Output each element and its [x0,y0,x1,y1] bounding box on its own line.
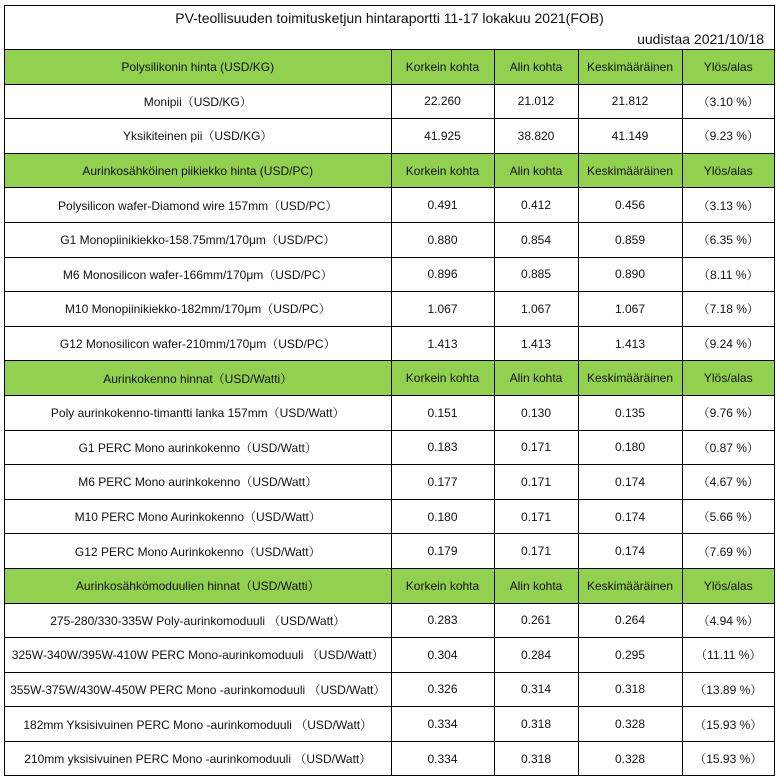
column-header-low: Alin kohta [494,153,578,188]
column-header-avg: Keskimääräinen [578,50,682,84]
cell-low: 0.284 [494,638,578,673]
product-name: G12 PERC Mono Aurinkokenno（USD/Watt） [5,534,391,569]
cell-low: 0.171 [494,534,578,569]
price-report [4,5,775,776]
cell-avg: 0.456 [578,188,682,223]
cell-low: 0.130 [494,395,578,430]
section-header-row [5,50,774,84]
cell-avg: 21.812 [578,84,682,119]
column-header-high: Korkein kohta [391,153,494,188]
section-header-row [5,153,774,188]
column-header-change: Ylös/alas [682,361,774,396]
cell-avg: 0.859 [578,222,682,257]
product-name: 325W-340W/395W-410W PERC Mono-aurinkomoduuli （USD/Watt） [5,638,391,673]
column-header-low: Alin kohta [494,568,578,603]
cell-change: （0.87 %） [682,430,774,465]
section-title: Aurinkokenno hinnat（USD/Watti） [5,361,391,396]
column-header-avg: Keskimääräinen [578,361,682,396]
report-title: PV-teollisuuden toimitusketjun hintaraportti 11-17 lokakuu 2021(FOB) [175,10,604,26]
column-header-change: Ylös/alas [682,50,774,84]
section-header-row [5,361,774,396]
cell-high: 1.413 [391,326,494,361]
cell-high: 0.491 [391,188,494,223]
cell-avg: 0.318 [578,672,682,707]
section-header-row [5,568,774,603]
cell-low: 1.413 [494,326,578,361]
product-name: Monipii（USD/KG） [5,84,391,119]
product-name: 355W-375W/430W-450W PERC Mono -aurinkomoduuli （USD/Watt） [5,672,391,707]
cell-high: 0.334 [391,741,494,775]
cell-change: （15.93 %） [682,741,774,775]
cell-change: （3.13 %） [682,188,774,223]
cell-high: 0.179 [391,534,494,569]
product-name: G12 Monosilicon wafer-210mm/170μm（USD/PC） [5,326,391,361]
cell-high: 0.180 [391,499,494,534]
table-row [5,465,774,500]
cell-avg: 41.149 [578,119,682,154]
cell-low: 38.820 [494,119,578,154]
product-name: M6 Monosilicon wafer-166mm/170μm（USD/PC） [5,257,391,292]
table-row [5,603,774,638]
cell-low: 0.885 [494,257,578,292]
cell-low: 0.314 [494,672,578,707]
cell-avg: 0.328 [578,741,682,775]
cell-change: （9.76 %） [682,395,774,430]
cell-avg: 0.174 [578,465,682,500]
table-row [5,292,774,327]
column-header-low: Alin kohta [494,361,578,396]
cell-change: （6.35 %） [682,222,774,257]
product-name: Poly aurinkokenno-timantti lanka 157mm（USD/Watt） [5,395,391,430]
table-row [5,188,774,223]
cell-high: 0.334 [391,707,494,742]
cell-change: （4.94 %） [682,603,774,638]
cell-high: 0.304 [391,638,494,673]
cell-change: （11.11 %） [682,638,774,673]
cell-change: （4.67 %） [682,465,774,500]
table-row [5,84,774,119]
cell-avg: 0.174 [578,534,682,569]
cell-avg: 0.174 [578,499,682,534]
cell-low: 0.261 [494,603,578,638]
section-title: Aurinkosähkömoduulien hinnat（USD/Watti） [5,568,391,603]
column-header-high: Korkein kohta [391,50,494,84]
cell-avg: 0.180 [578,430,682,465]
product-name: G1 PERC Mono aurinkokenno（USD/Watt） [5,430,391,465]
table-row [5,257,774,292]
column-header-avg: Keskimääräinen [578,568,682,603]
cell-change: （3.10 %） [682,84,774,119]
column-header-change: Ylös/alas [682,568,774,603]
column-header-high: Korkein kohta [391,361,494,396]
product-name: 275-280/330-335W Poly-aurinkomoduuli （USD/Watt） [5,603,391,638]
product-name: M10 PERC Mono Aurinkokenno（USD/Watt） [5,499,391,534]
cell-change: （13.89 %） [682,672,774,707]
product-name: G1 Monopiinikiekko-158.75mm/170μm（USD/PC） [5,222,391,257]
cell-low: 21.012 [494,84,578,119]
product-name: M10 Monopiinikiekko-182mm/170μm（USD/PC） [5,292,391,327]
column-header-change: Ylös/alas [682,153,774,188]
cell-high: 0.880 [391,222,494,257]
table-row [5,326,774,361]
table-row [5,430,774,465]
cell-high: 41.925 [391,119,494,154]
cell-avg: 0.295 [578,638,682,673]
cell-low: 0.854 [494,222,578,257]
cell-avg: 0.890 [578,257,682,292]
cell-low: 0.318 [494,707,578,742]
table-row [5,119,774,154]
table-row [5,741,774,775]
cell-low: 0.171 [494,499,578,534]
column-header-avg: Keskimääräinen [578,153,682,188]
table-row [5,672,774,707]
column-header-low: Alin kohta [494,50,578,84]
column-header-high: Korkein kohta [391,568,494,603]
table-row [5,499,774,534]
cell-low: 0.171 [494,465,578,500]
cell-low: 1.067 [494,292,578,327]
table-row [5,707,774,742]
cell-high: 0.896 [391,257,494,292]
cell-high: 22.260 [391,84,494,119]
table-row [5,395,774,430]
table-row [5,222,774,257]
cell-change: （7.18 %） [682,292,774,327]
section-title: Polysilikonin hinta (USD/KG) [5,50,391,84]
cell-avg: 0.264 [578,603,682,638]
cell-high: 0.183 [391,430,494,465]
product-name: M6 PERC Mono aurinkokenno（USD/Watt） [5,465,391,500]
cell-change: （5.66 %） [682,499,774,534]
cell-low: 0.318 [494,741,578,775]
cell-change: （15.93 %） [682,707,774,742]
cell-change: （9.24 %） [682,326,774,361]
cell-change: （9.23 %） [682,119,774,154]
price-table-body [5,50,774,775]
report-update-date: uudistaa 2021/10/18 [637,31,764,47]
price-table [5,50,774,775]
report-header [5,6,774,50]
cell-change: （8.11 %） [682,257,774,292]
table-row [5,638,774,673]
cell-avg: 0.135 [578,395,682,430]
section-title: Aurinkosähköinen piikiekko hinta (USD/PC) [5,153,391,188]
product-name: Polysilicon wafer-Diamond wire 157mm（USD/PC） [5,188,391,223]
cell-change: （7.69 %） [682,534,774,569]
table-row [5,534,774,569]
cell-low: 0.412 [494,188,578,223]
product-name: Yksikiteinen pii（USD/KG） [5,119,391,154]
product-name: 182mm Yksisivuinen PERC Mono -aurinkomoduuli （USD/Watt） [5,707,391,742]
cell-high: 0.151 [391,395,494,430]
cell-high: 1.067 [391,292,494,327]
cell-high: 0.177 [391,465,494,500]
cell-low: 0.171 [494,430,578,465]
cell-high: 0.326 [391,672,494,707]
cell-avg: 1.413 [578,326,682,361]
cell-avg: 1.067 [578,292,682,327]
cell-high: 0.283 [391,603,494,638]
product-name: 210mm yksisivuinen PERC Mono -aurinkomoduuli （USD/Watt） [5,741,391,775]
cell-avg: 0.328 [578,707,682,742]
